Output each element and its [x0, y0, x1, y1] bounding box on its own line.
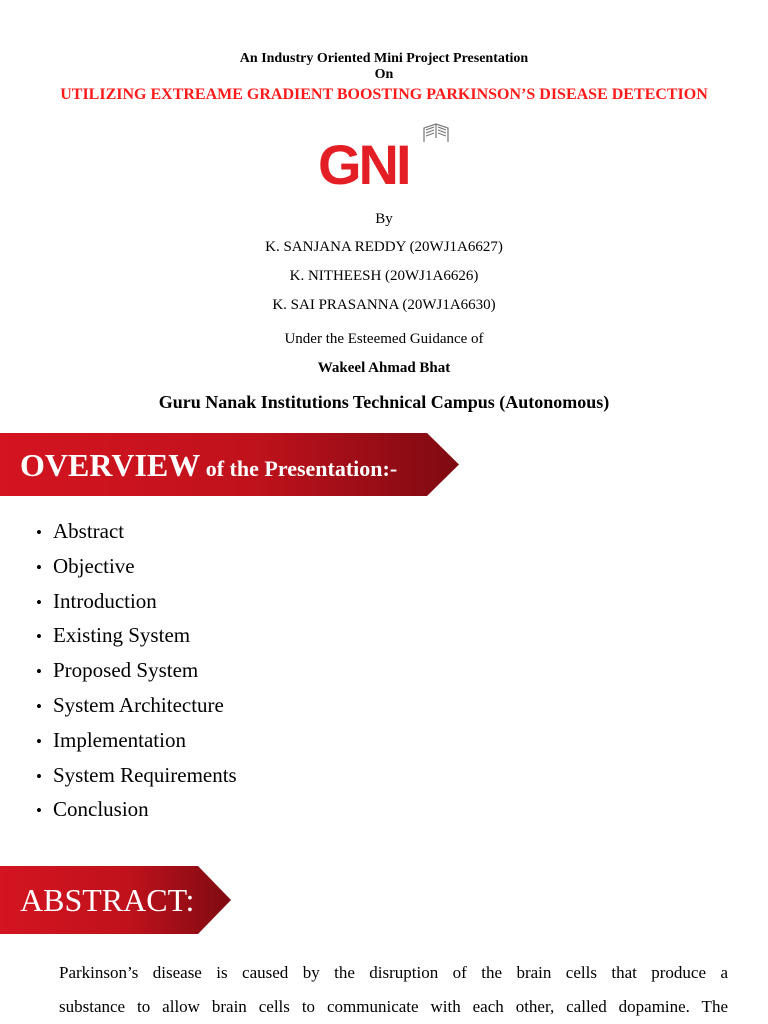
list-item: • Existing System	[36, 618, 237, 653]
svg-text:GNI: GNI	[318, 133, 409, 190]
presentation-on: On	[374, 67, 394, 82]
institution-name: Guru Nanak Institutions Technical Campus (Autonomous)	[158, 392, 610, 412]
bullet: •	[36, 696, 42, 716]
book-icon	[424, 124, 448, 142]
abstract-heading: ABSTRACT:	[20, 882, 195, 918]
author-2: K. NITHEESH (20WJ1A6626)	[289, 268, 479, 284]
by-label: By	[375, 211, 393, 227]
list-item: • Proposed System	[36, 653, 237, 688]
overview-heading-rest: of the Presentation:-	[200, 456, 398, 481]
guidance-label: Under the Esteemed Guidance of	[284, 331, 484, 347]
overview-heading-main: OVERVIEW	[20, 447, 201, 483]
overview-banner	[0, 433, 460, 496]
bullet: •	[36, 557, 42, 577]
abstract-line-1: Parkinson’s disease is caused by the disruption of the brain cells that produce a	[59, 963, 728, 982]
author-1: K. SANJANA REDDY (20WJ1A6627)	[265, 239, 503, 255]
list-item: • Introduction	[36, 584, 237, 619]
guide-name: Wakeel Ahmad Bhat	[317, 360, 451, 376]
bullet: •	[36, 627, 42, 647]
overview-heading	[20, 447, 397, 484]
bullet: •	[36, 662, 42, 682]
list-item: • Objective	[36, 549, 237, 584]
abstract-banner	[0, 866, 232, 934]
abstract-line-2: substance to allow brain cells to communicate with each other, called dopamine. The	[59, 997, 728, 1016]
presentation-subtitle: An Industry Oriented Mini Project Presentation	[239, 51, 529, 66]
author-3: K. SAI PRASANNA (20WJ1A6630)	[272, 297, 496, 313]
bullet: •	[36, 523, 42, 542]
list-item: • Abstract	[36, 514, 237, 549]
bullet: •	[36, 766, 42, 786]
bullet: •	[36, 801, 42, 821]
list-item: • System Architecture	[36, 688, 237, 723]
list-item: • System Requirements	[36, 758, 237, 793]
list-item: • Implementation	[36, 723, 237, 758]
gni-logo	[316, 122, 458, 190]
abstract-paragraph	[59, 956, 728, 1024]
project-title: UTILIZING EXTREAME GRADIENT BOOSTING PARKINSON’S DISEASE DETECTION	[60, 86, 708, 103]
bullet: •	[36, 592, 42, 612]
bullet: •	[36, 731, 42, 751]
list-item: • Conclusion	[36, 792, 237, 827]
overview-list	[36, 514, 237, 827]
